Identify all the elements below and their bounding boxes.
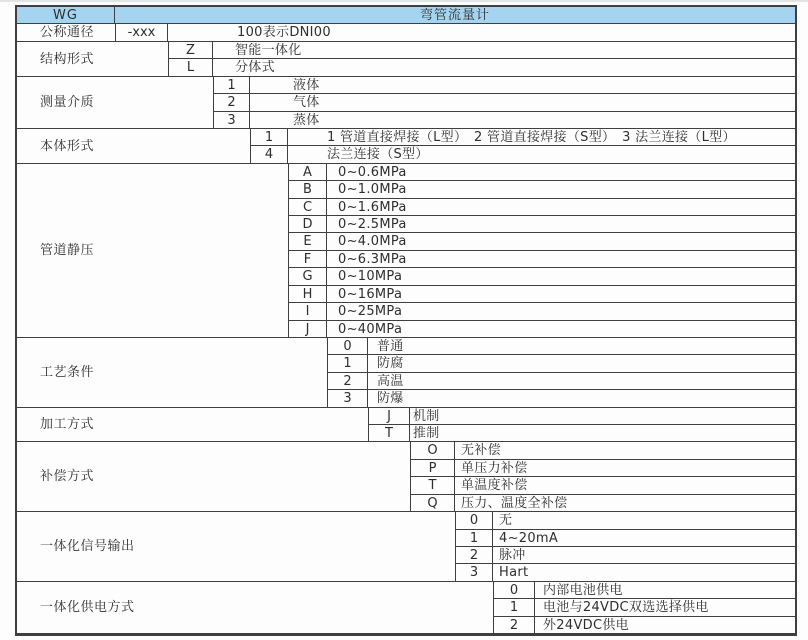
option-desc: 内部电池供电 (535, 582, 795, 599)
option-code: 1 (455, 530, 493, 547)
option-desc: 脉冲 (493, 547, 795, 564)
option-desc: 分体式 (213, 59, 795, 77)
option-desc: 0~2.5MPa (327, 216, 795, 233)
option-code: H (288, 286, 327, 303)
option-desc: 推制 (410, 425, 795, 442)
option-desc: 智能一体化 (213, 42, 795, 59)
option-desc: 电池与24VDC双选选择供电 (535, 599, 795, 617)
option-desc: 0~4.0MPa (327, 233, 795, 251)
option-desc: 0~1.0MPa (327, 181, 795, 199)
option-desc: 0~40MPa (327, 321, 795, 338)
option-desc: 0~6.3MPa (327, 251, 795, 268)
row-label: 一体化供电方式 (17, 582, 493, 634)
option-desc: 防腐 (368, 355, 795, 373)
option-code: 1 (213, 77, 250, 94)
option-code: T (368, 425, 410, 442)
option-code: 3 (327, 390, 368, 408)
option-desc: 液体 (250, 77, 795, 94)
option-code: L (168, 59, 213, 77)
row-label: 结构形式 (17, 42, 168, 77)
option-desc: 防爆 (368, 390, 795, 408)
row-label: 补偿方式 (17, 442, 410, 512)
option-code: 0 (327, 338, 368, 355)
row-label: 加工方式 (17, 408, 368, 442)
option-desc: 0~1.6MPa (327, 199, 795, 216)
option-code: 1 (327, 355, 368, 373)
option-code: D (288, 216, 327, 233)
option-desc: 单温度补偿 (455, 477, 795, 495)
option-code: 1 (493, 599, 535, 617)
option-code: Z (168, 42, 213, 59)
option-desc: 高温 (368, 373, 795, 390)
option-desc: 普通 (368, 338, 795, 355)
option-desc: 蒸体 (250, 112, 795, 129)
option-desc: 气体 (250, 94, 795, 112)
row-label: 测量介质 (17, 77, 213, 129)
row-label: 一体化信号输出 (17, 512, 455, 582)
option-code: -xxx (115, 24, 168, 42)
option-code: 2 (327, 373, 368, 390)
row-label: 公称通径 (17, 24, 115, 42)
option-desc: 机制 (410, 408, 795, 425)
option-code: O (410, 442, 455, 460)
option-desc: 法兰连接（S型） (288, 146, 795, 164)
option-desc: 0~16MPa (327, 286, 795, 303)
option-code: F (288, 251, 327, 268)
option-desc: 无 (493, 512, 795, 530)
row-label: 管道静压 (17, 164, 288, 338)
option-code: E (288, 233, 327, 251)
option-code: G (288, 268, 327, 286)
option-code: 2 (213, 94, 250, 112)
option-code: J (368, 408, 410, 425)
option-code: 2 (493, 617, 535, 634)
option-code: C (288, 199, 327, 216)
product-name-header-cell: 弯管流量计 (115, 7, 795, 24)
row-label: 本体形式 (17, 129, 250, 164)
option-desc: 0~10MPa (327, 268, 795, 286)
option-desc: 4~20mA (493, 530, 795, 547)
option-code: 2 (455, 547, 493, 564)
option-desc: 1 管道直接焊接（L型） 2 管道直接焊接（S型） 3 法兰连接（L型） (288, 129, 795, 146)
option-code: T (410, 477, 455, 495)
option-code: 0 (455, 512, 493, 530)
option-code: P (410, 460, 455, 477)
option-desc: 无补偿 (455, 442, 795, 460)
option-code: 3 (455, 564, 493, 582)
option-desc: 外24VDC供电 (535, 617, 795, 634)
option-code: I (288, 303, 327, 321)
option-code: Q (410, 495, 455, 512)
option-code: 1 (250, 129, 288, 146)
option-desc: 单压力补偿 (455, 460, 795, 477)
option-desc: 0~0.6MPa (327, 164, 795, 181)
option-desc: 100表示DNI00 (168, 24, 795, 42)
option-code: J (288, 321, 327, 338)
option-desc: Hart (493, 564, 795, 582)
option-code: B (288, 181, 327, 199)
option-code: 0 (493, 582, 535, 599)
option-code: A (288, 164, 327, 181)
page-top-edge (0, 0, 808, 2)
model-prefix-header-cell: WG (17, 7, 115, 24)
option-desc: 0~25MPa (327, 303, 795, 321)
option-desc: 压力、温度全补偿 (455, 495, 795, 512)
row-label: 工艺条件 (17, 338, 327, 408)
option-code: 4 (250, 146, 288, 164)
option-code: 3 (213, 112, 250, 129)
